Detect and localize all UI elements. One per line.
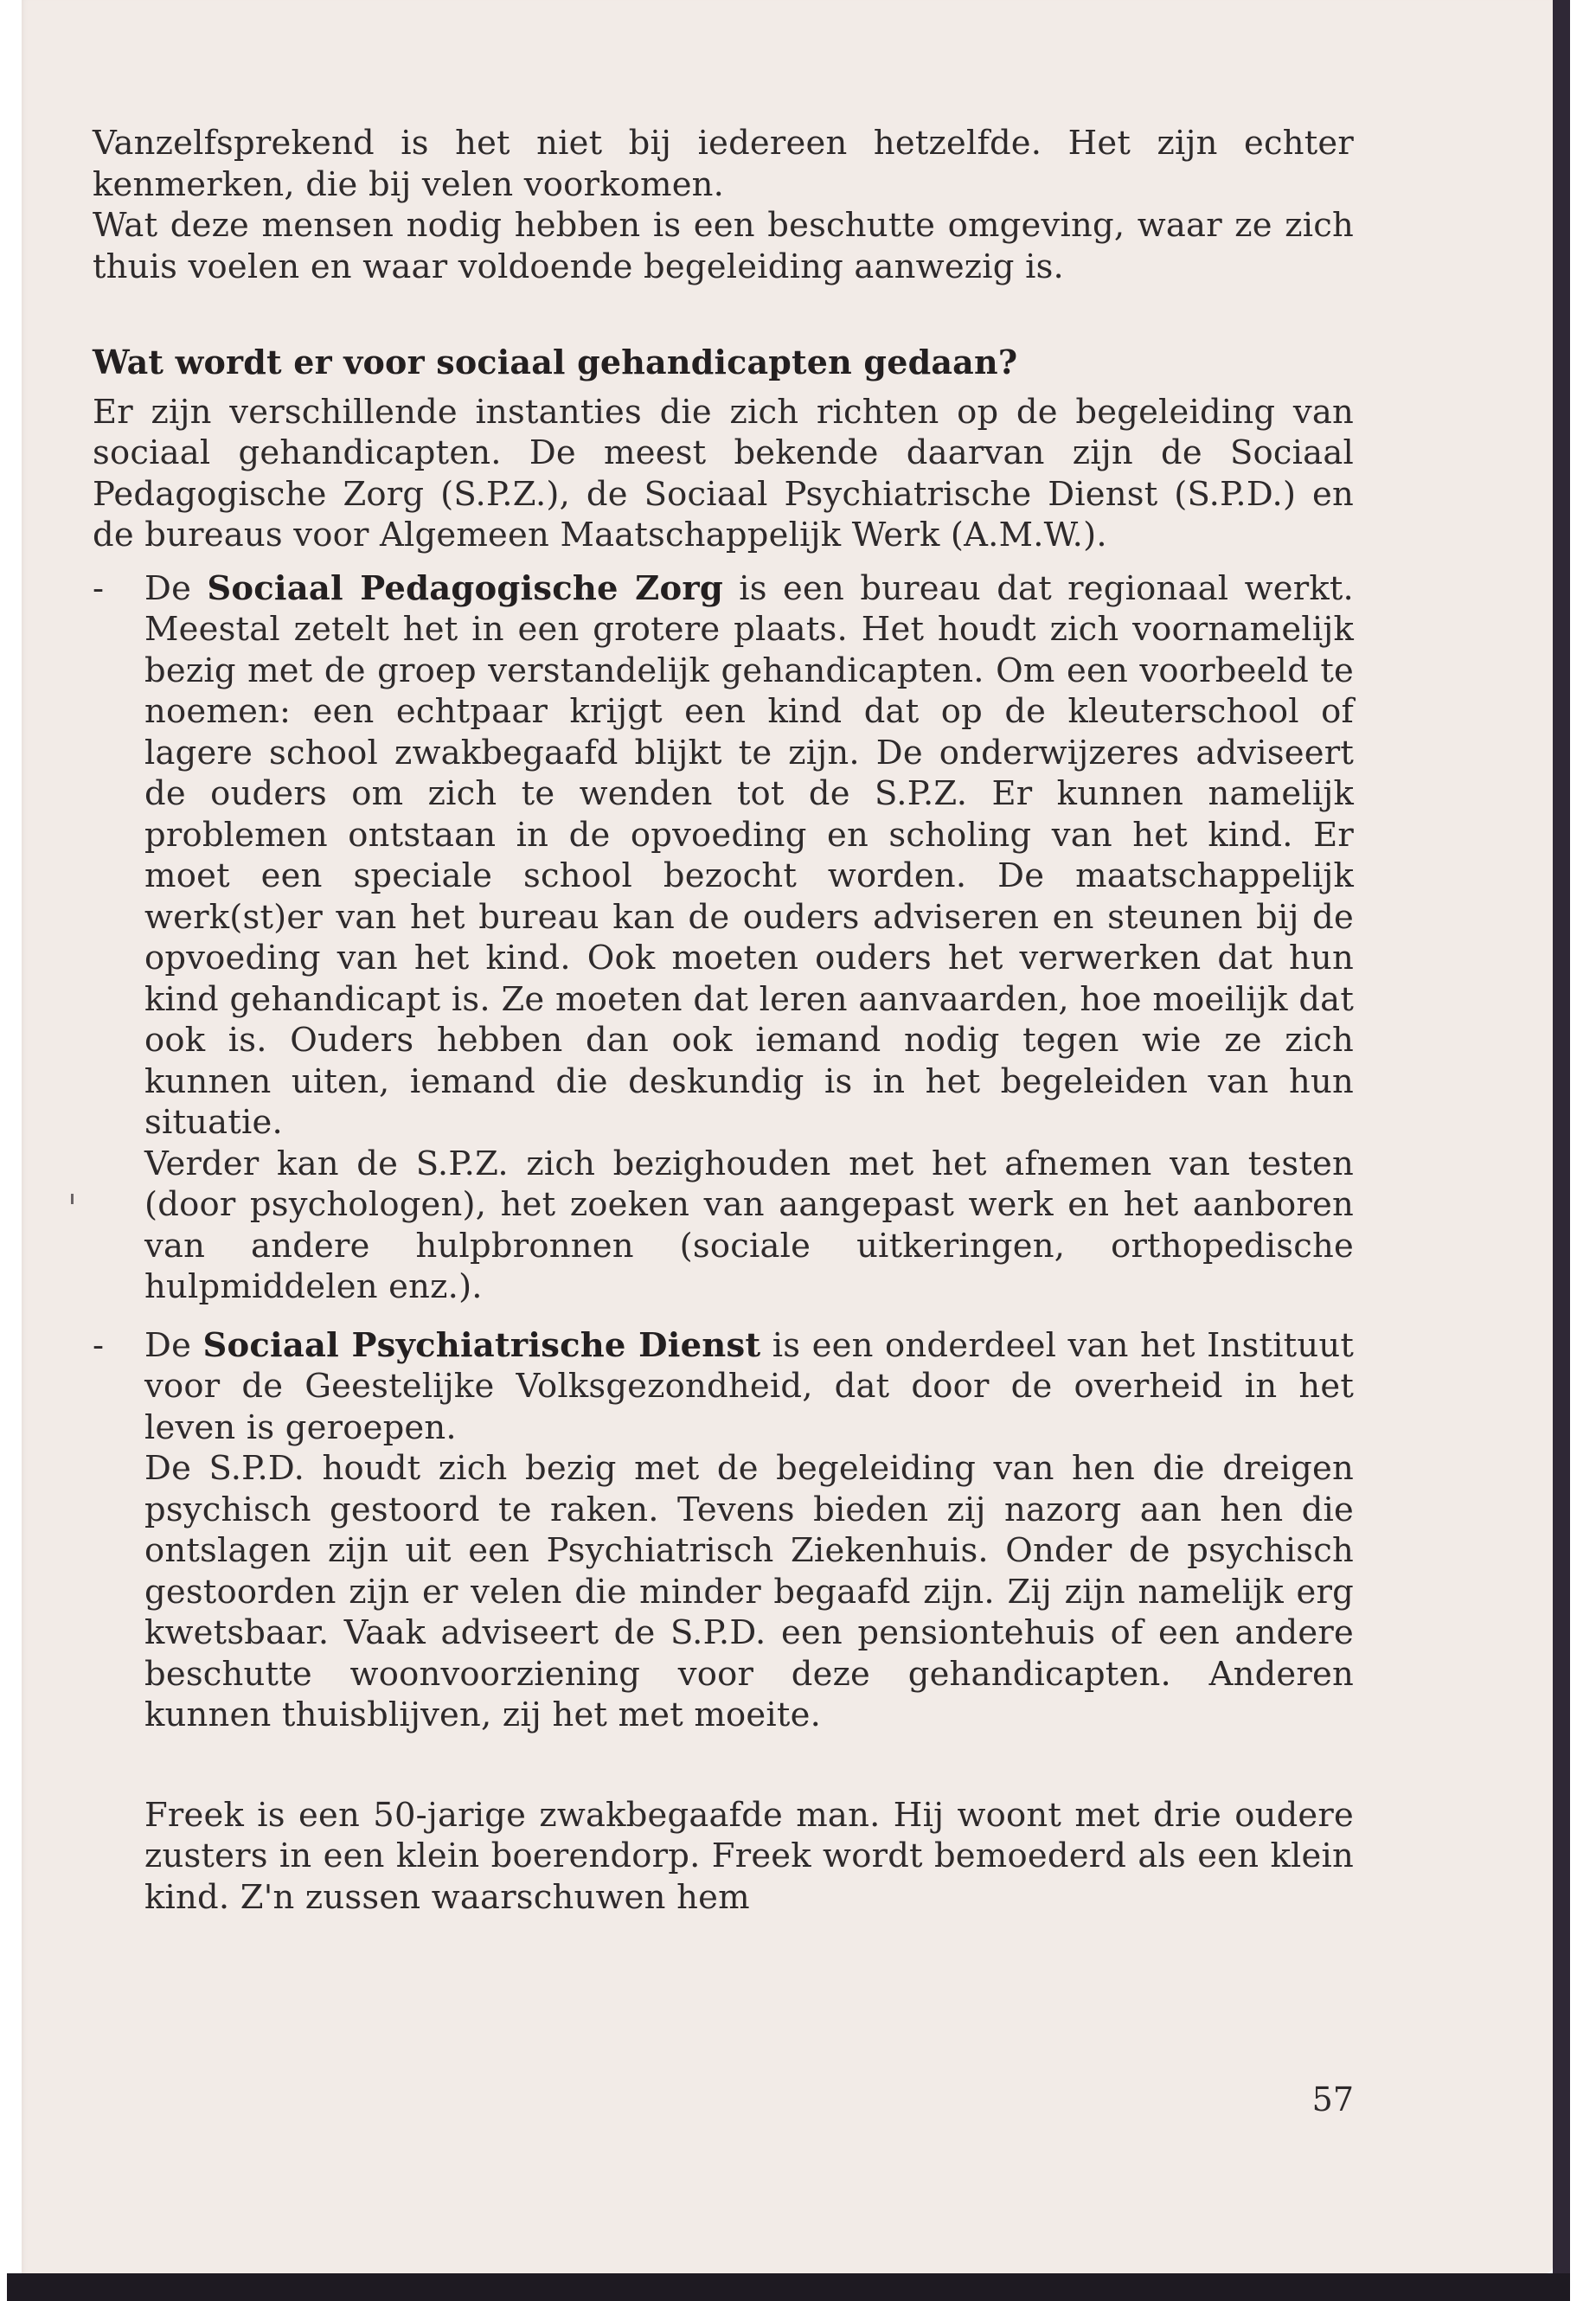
list-bullet: - (93, 568, 105, 608)
list-item-text (144, 1325, 1354, 1449)
section-heading: Wat wordt er voor sociaal gehandicapten gedaan? (93, 343, 1018, 381)
margin-mark (71, 1194, 74, 1204)
list-item-continuation: De S.P.D. houdt zich bezig met de begeleiding van hen die dreigen psychisch gestoord te raken. Tevens bieden zij nazorg aan hen die ontslagen zijn uit een Psychiatrisch Ziekenhuis. Onder de psychisch gestoorden zijn er velen die minder begaafd zijn. Zij zijn namelijk erg kwetsbaar. Vaak adviseert de S.P.D. een pensiontehuis of een andere beschutte woonvoorziening voor deze gehandicapten. Anderen kunnen thuisblijven, zij het met moeite. (144, 1449, 1354, 1734)
bold-term: Sociaal Pedagogische Zorg (207, 568, 723, 608)
intro-paragraph-1: Vanzelfsprekend is het niet bij iedereen hetzelfde. Het zijn echter kenmerken, die bij velen voorkomen. (93, 124, 1354, 204)
list-item-text (144, 568, 1354, 1144)
intro-paragraph-2: Wat deze mensen nodig hebben is een beschutte omgeving, waar ze zich thuis voelen en waar voldoende begeleiding aanwezig is. (93, 206, 1354, 286)
section-intro-paragraph: Er zijn verschillende instanties die zich richten op de begeleiding van sociaal gehandicapten. De meest bekende daarvan zijn de Sociaal Pedagogische Zorg (S.P.Z.), de Sociaal Psychiatrische Dienst (S.P.D.) en de bureaus voor Algemeen Maatschappelijk Werk (A.M.W.). (93, 392, 1354, 554)
list-item-body: is een bureau dat regionaal werkt. Meestal zetelt het in een grotere plaats. Het houdt zich voornamelijk bezig met de groep verstandelijk gehandicapten. Om een voorbeeld te noemen: een echtpaar krijgt een kind dat op de kleuterschool of lagere school zwakbegaafd blijkt te zijn. De onderwijzeres adviseert de ouders om zich te wenden tot de S.P.Z. Er kunnen namelijk problemen ontstaan in de opvoeding en scholing van het kind. Er moet een speciale school bezocht worden. De maatschappelijk werk(st)er van het bureau kan de ouders adviseren en steunen bij de opvoeding van het kind. Ook moeten ouders het verwerken dat hun kind gehandicapt is. Ze moeten dat leren aanvaarden, hoe moeilijk dat ook is. Ouders hebben dan ook iemand nodig tegen wie ze zich kunnen uiten, iemand die deskundig is in het begeleiden van hun situatie. (144, 568, 1354, 1142)
page-content (93, 123, 1354, 1918)
list-item-prefix: De (144, 1325, 203, 1365)
list-item-continuation: Verder kan de S.P.Z. zich bezighouden met het afnemen van testen (door psychologen), het zoeken van aangepast werk en het aanboren van andere hulpbronnen (sociale uitkeringen, orthopedische hulpmiddelen enz.). (144, 1144, 1354, 1306)
list-item-prefix: De (144, 568, 208, 608)
example-paragraph: Freek is een 50-jarige zwakbegaafde man. Hij woont met drie oudere zusters in een klein boerendorp. Freek wordt bemoederd als een klein kind. Z'n zussen waarschuwen hem (144, 1795, 1354, 1917)
list-item-spd (93, 1325, 1354, 1736)
scanner-border-right (1553, 0, 1570, 2301)
list-item-body: is een onderdeel van het Instituut voor de Geestelijke Volksgezondheid, dat door de overheid in het leven is geroepen. (144, 1325, 1354, 1447)
list-bullet: - (93, 1325, 105, 1365)
page-number: 57 (1311, 2080, 1354, 2118)
bold-term: Sociaal Psychiatrische Dienst (202, 1325, 761, 1365)
book-page (22, 0, 1553, 2273)
list-item-spz (93, 568, 1354, 1308)
scanner-border-bottom (7, 2273, 1570, 2301)
